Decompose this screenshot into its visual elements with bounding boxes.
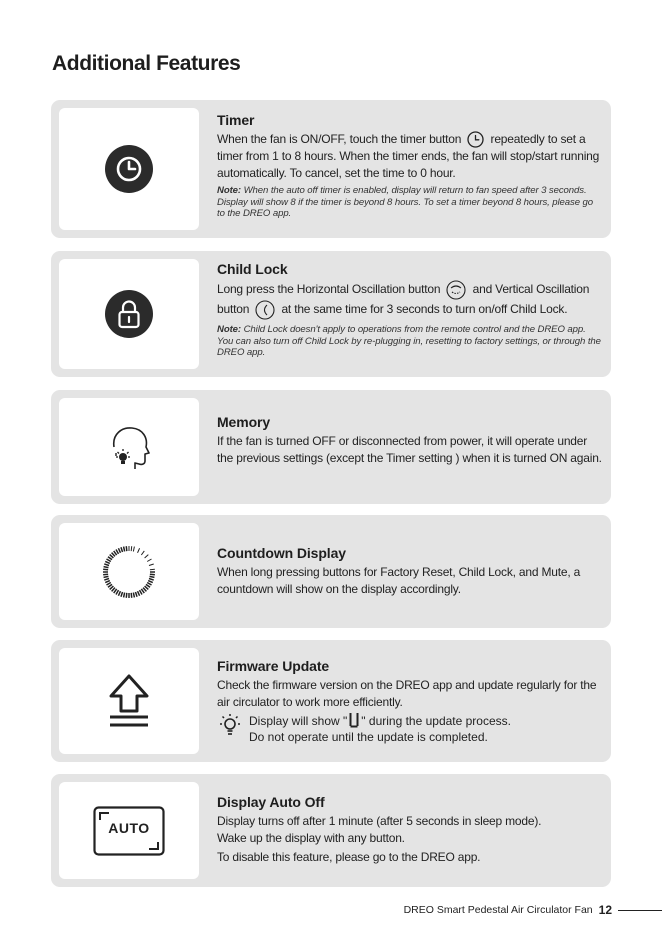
countdown-tick [116,549,119,553]
countdown-tick [149,563,154,565]
countdown-tick [150,576,155,577]
countdown-tick [135,591,137,596]
child-lock-body-part-3: at the same time for 3 seconds to turn on/off Child Lock. [281,302,568,317]
countdown-tick [149,578,154,580]
countdown-tick [116,590,119,594]
countdown-tick [126,592,127,597]
countdown-tick [105,561,110,563]
head-memory-icon [106,423,152,471]
child-lock-note [217,324,603,359]
child-lock-icon-box [59,259,199,369]
countdown-tick [131,592,132,597]
timer-button-icon [467,131,484,148]
countdown-description: When long pressing buttons for Factory Reset, Child Lock, and Mute, a countdown will show on the display accordingly. [217,565,581,596]
child-lock-body-part-1: Long press the Horizontal Oscillation button [217,282,441,297]
timer-note-line-2: Display will show 8 if the timer is beyond 8 hours. To set a timer beyond 8 hours, please go to the DREO app. [217,196,593,220]
timer-description [217,131,603,181]
firmware-tip-1-part-a: Display will show " [249,714,348,728]
countdown-tick [124,592,125,597]
countdown-icon-box [59,523,199,620]
countdown-tick [150,569,155,570]
display-auto-off-line-1: Display turns off after 1 minute (after 5 seconds in sleep mode). [217,814,542,828]
countdown-tick [121,547,123,552]
countdown-tick [106,559,110,562]
countdown-tick [124,546,125,551]
countdown-tick [126,546,127,551]
auto-label: AUTO [108,819,150,836]
display-auto-off-title: Display Auto Off [217,794,325,810]
countdown-tick [138,591,140,596]
firmware-description: Check the firmware version on the DREO app and update regularly for the air circulator to work more efficiently. [217,678,597,709]
firmware-icon-box [59,648,199,754]
timer-title: Timer [217,112,255,128]
countdown-tick [118,548,120,553]
countdown-tick [147,582,151,585]
firmware-title: Firmware Update [217,658,330,674]
countdown-tick [105,580,110,582]
countdown-tick [133,592,134,597]
countdown-tick [133,546,134,551]
timer-note-label: Note: [217,185,242,197]
countdown-card [51,515,611,628]
vertical-oscillation-button-icon [255,300,275,320]
countdown-tick [140,590,143,594]
display-auto-off-icon-box [59,782,199,879]
footer-product-name: DREO Smart Pedestal Air Circulator Fan [403,904,593,916]
countdown-tick [106,582,110,585]
countdown-tick [148,580,153,582]
footer-rule [618,910,662,911]
timer-icon-box [59,108,199,230]
horizontal-oscillation-button-icon [446,280,466,300]
memory-icon-box [59,398,199,496]
memory-description: If the fan is turned OFF or disconnected from power, it will operate under the previous settings (except the Timer setting ) when it is turned ON again. [217,434,602,465]
countdown-tick [138,548,140,553]
update-segment-glyph [349,712,359,728]
display-auto-off-line-3: To disable this feature, please go to the DREO app. [217,850,481,864]
countdown-tick [147,559,151,562]
countdown-tick [104,576,109,577]
countdown-tick [145,554,149,557]
countdown-tick [104,563,109,565]
display-auto-off-line-2: Wake up the display with any button. [217,830,405,845]
countdown-tick [141,550,144,554]
child-lock-card [51,251,611,377]
countdown-ring-icon [101,544,157,600]
countdown-tick [104,566,109,567]
child-lock-body-part-2: and Vertical Oscillation button [217,282,590,317]
countdown-tick [103,574,108,575]
display-auto-off-card [51,774,611,887]
lightbulb-tip-icon [217,712,243,742]
page-title: Additional Features [52,52,241,75]
timer-body-part-2: repeatedly to set a timer from 1 to 8 hours. When the timer ends, the fan will stop/start running automatically. To cancel, set the time to 0 hour. [217,132,600,180]
clock-icon [105,145,153,193]
child-lock-note-label: Note: [217,324,242,335]
countdown-tick [118,591,120,596]
page-number: 12 [598,903,612,917]
child-lock-note-text: Child Lock doesn't apply to operations from the remote control and the DREO app. You can also turn off Child Lock by re-plugging in, resetting to factory settings, or through the DREO app. [217,324,601,358]
countdown-title: Countdown Display [217,545,346,561]
timer-body-part-1: When the fan is ON/OFF, touch the timer button [217,132,462,146]
lock-icon [105,290,153,338]
countdown-tick [150,574,155,575]
page-footer [404,903,662,917]
timer-note [217,185,603,220]
memory-title: Memory [217,414,271,430]
timer-note-line-1: When the auto off timer is enabled, display will return to fan speed after 3 seconds. [243,185,587,197]
countdown-tick [121,591,123,596]
upload-arrow-icon [107,673,151,729]
firmware-tip [217,712,603,745]
child-lock-title: Child Lock [217,261,288,277]
child-lock-description [217,280,603,320]
firmware-card [51,640,611,762]
auto-frame-icon [93,806,165,856]
countdown-tick [104,578,109,580]
firmware-tip-1-part-b: " during the update process. [361,714,511,728]
timer-card [51,100,611,238]
memory-card [51,390,611,504]
countdown-tick [103,569,108,570]
countdown-tick [131,546,132,551]
firmware-tip-2: Do not operate until the update is completed. [249,730,488,744]
